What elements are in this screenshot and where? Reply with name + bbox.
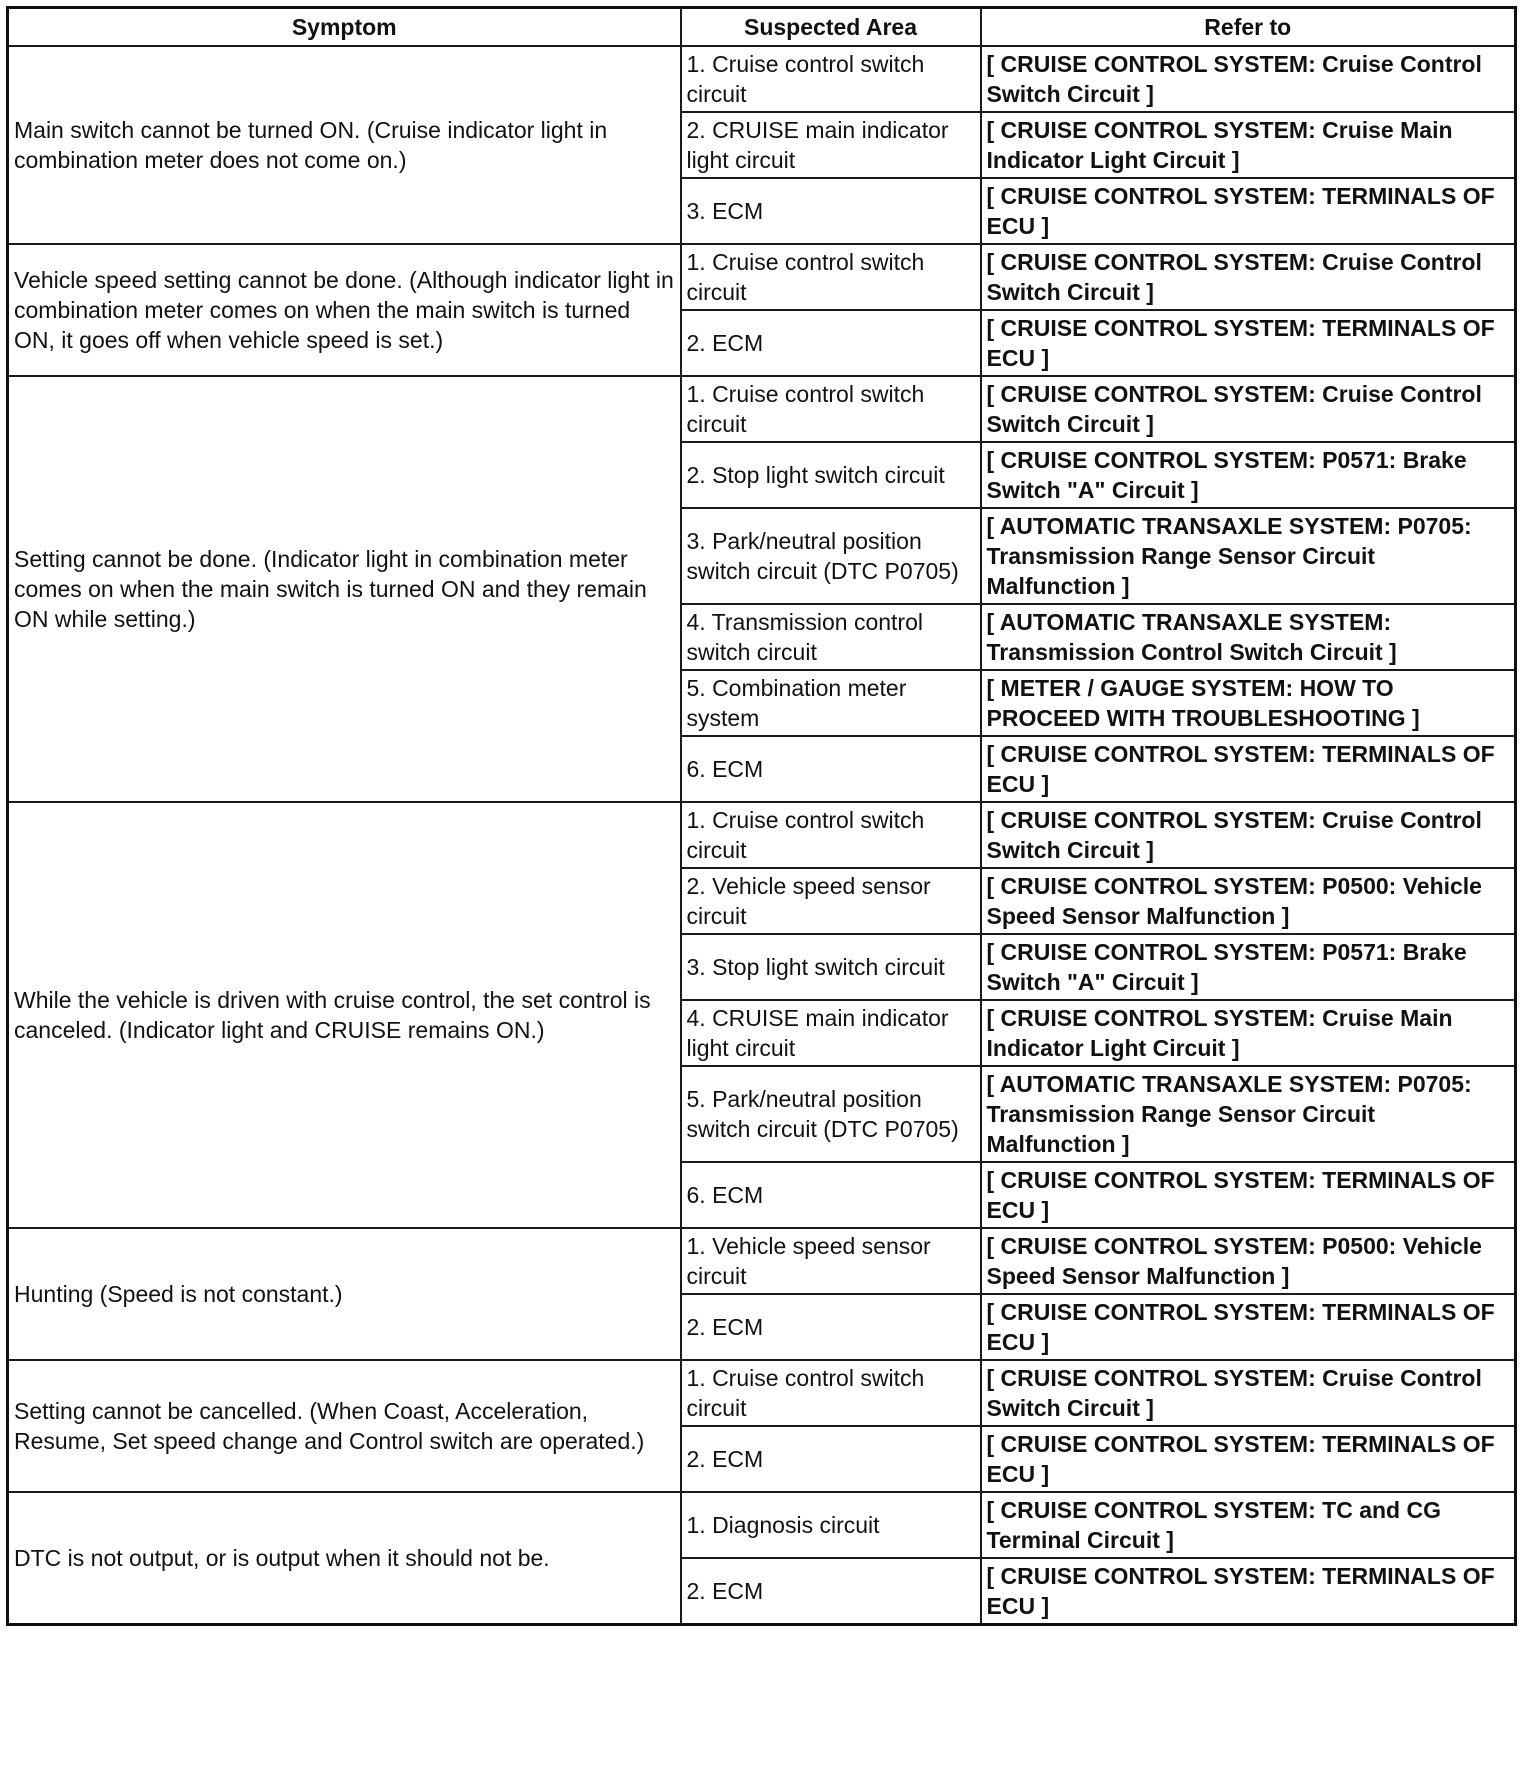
table-row bbox=[8, 1492, 1516, 1558]
suspected-area-cell: 6. ECM bbox=[681, 1162, 981, 1228]
problem-symptoms-table bbox=[6, 6, 1517, 1626]
table-row bbox=[8, 244, 1516, 310]
suspected-area-cell: 5. Combination meter system bbox=[681, 670, 981, 736]
suspected-area-cell: 1. Cruise control switch circuit bbox=[681, 46, 981, 112]
header-refer-to: Refer to bbox=[981, 8, 1516, 47]
header-row bbox=[8, 8, 1516, 47]
refer-to-cell: [ CRUISE CONTROL SYSTEM: TERMINALS OF ECU ] bbox=[981, 1162, 1516, 1228]
refer-to-cell: [ AUTOMATIC TRANSAXLE SYSTEM: P0705: Transmission Range Sensor Circuit Malfunction ] bbox=[981, 1066, 1516, 1162]
troubleshooting-page bbox=[6, 6, 1514, 1626]
refer-to-cell: [ CRUISE CONTROL SYSTEM: Cruise Control Switch Circuit ] bbox=[981, 376, 1516, 442]
suspected-area-cell: 2. Stop light switch circuit bbox=[681, 442, 981, 508]
suspected-area-cell: 3. Stop light switch circuit bbox=[681, 934, 981, 1000]
refer-to-cell: [ CRUISE CONTROL SYSTEM: TC and CG Terminal Circuit ] bbox=[981, 1492, 1516, 1558]
header-suspected-area: Suspected Area bbox=[681, 8, 981, 47]
refer-to-cell: [ CRUISE CONTROL SYSTEM: Cruise Main Indicator Light Circuit ] bbox=[981, 1000, 1516, 1066]
suspected-area-cell: 5. Park/neutral position switch circuit (DTC P0705) bbox=[681, 1066, 981, 1162]
refer-to-cell: [ AUTOMATIC TRANSAXLE SYSTEM: P0705: Transmission Range Sensor Circuit Malfunction ] bbox=[981, 508, 1516, 604]
refer-to-cell: [ CRUISE CONTROL SYSTEM: P0500: Vehicle Speed Sensor Malfunction ] bbox=[981, 868, 1516, 934]
refer-to-cell: [ CRUISE CONTROL SYSTEM: Cruise Control Switch Circuit ] bbox=[981, 802, 1516, 868]
suspected-area-cell: 1. Cruise control switch circuit bbox=[681, 376, 981, 442]
table-row bbox=[8, 802, 1516, 868]
refer-to-cell: [ AUTOMATIC TRANSAXLE SYSTEM: Transmission Control Switch Circuit ] bbox=[981, 604, 1516, 670]
refer-to-cell: [ METER / GAUGE SYSTEM: HOW TO PROCEED WITH TROUBLESHOOTING ] bbox=[981, 670, 1516, 736]
refer-to-cell: [ CRUISE CONTROL SYSTEM: TERMINALS OF ECU ] bbox=[981, 1294, 1516, 1360]
refer-to-cell: [ CRUISE CONTROL SYSTEM: P0500: Vehicle Speed Sensor Malfunction ] bbox=[981, 1228, 1516, 1294]
suspected-area-cell: 1. Diagnosis circuit bbox=[681, 1492, 981, 1558]
suspected-area-cell: 2. ECM bbox=[681, 1426, 981, 1492]
table-body bbox=[8, 46, 1516, 1625]
refer-to-cell: [ CRUISE CONTROL SYSTEM: TERMINALS OF ECU ] bbox=[981, 310, 1516, 376]
symptom-cell: Hunting (Speed is not constant.) bbox=[8, 1228, 681, 1360]
refer-to-cell: [ CRUISE CONTROL SYSTEM: TERMINALS OF ECU ] bbox=[981, 736, 1516, 802]
suspected-area-cell: 3. ECM bbox=[681, 178, 981, 244]
symptom-cell: Setting cannot be cancelled. (When Coast, Acceleration, Resume, Set speed change and Control switch are operated.) bbox=[8, 1360, 681, 1492]
suspected-area-cell: 1. Cruise control switch circuit bbox=[681, 1360, 981, 1426]
refer-to-cell: [ CRUISE CONTROL SYSTEM: Cruise Control Switch Circuit ] bbox=[981, 1360, 1516, 1426]
refer-to-cell: [ CRUISE CONTROL SYSTEM: TERMINALS OF ECU ] bbox=[981, 1426, 1516, 1492]
table-row bbox=[8, 1360, 1516, 1426]
suspected-area-cell: 2. ECM bbox=[681, 310, 981, 376]
symptom-cell: Vehicle speed setting cannot be done. (Although indicator light in combination meter comes on when the main switch is turned ON, it goes off when vehicle speed is set.) bbox=[8, 244, 681, 376]
header-symptom: Symptom bbox=[8, 8, 681, 47]
symptom-cell: DTC is not output, or is output when it should not be. bbox=[8, 1492, 681, 1625]
table-row bbox=[8, 376, 1516, 442]
refer-to-cell: [ CRUISE CONTROL SYSTEM: TERMINALS OF ECU ] bbox=[981, 178, 1516, 244]
table-row bbox=[8, 1228, 1516, 1294]
symptom-cell: While the vehicle is driven with cruise control, the set control is canceled. (Indicator light and CRUISE remains ON.) bbox=[8, 802, 681, 1228]
suspected-area-cell: 4. CRUISE main indicator light circuit bbox=[681, 1000, 981, 1066]
suspected-area-cell: 6. ECM bbox=[681, 736, 981, 802]
suspected-area-cell: 4. Transmission control switch circuit bbox=[681, 604, 981, 670]
suspected-area-cell: 1. Cruise control switch circuit bbox=[681, 802, 981, 868]
refer-to-cell: [ CRUISE CONTROL SYSTEM: Cruise Control Switch Circuit ] bbox=[981, 244, 1516, 310]
table-row bbox=[8, 46, 1516, 112]
symptom-cell: Main switch cannot be turned ON. (Cruise indicator light in combination meter does not come on.) bbox=[8, 46, 681, 244]
suspected-area-cell: 1. Vehicle speed sensor circuit bbox=[681, 1228, 981, 1294]
refer-to-cell: [ CRUISE CONTROL SYSTEM: Cruise Control Switch Circuit ] bbox=[981, 46, 1516, 112]
refer-to-cell: [ CRUISE CONTROL SYSTEM: P0571: Brake Switch "A" Circuit ] bbox=[981, 934, 1516, 1000]
refer-to-cell: [ CRUISE CONTROL SYSTEM: Cruise Main Indicator Light Circuit ] bbox=[981, 112, 1516, 178]
refer-to-cell: [ CRUISE CONTROL SYSTEM: P0571: Brake Switch "A" Circuit ] bbox=[981, 442, 1516, 508]
suspected-area-cell: 2. ECM bbox=[681, 1558, 981, 1625]
suspected-area-cell: 3. Park/neutral position switch circuit (DTC P0705) bbox=[681, 508, 981, 604]
refer-to-cell: [ CRUISE CONTROL SYSTEM: TERMINALS OF ECU ] bbox=[981, 1558, 1516, 1625]
suspected-area-cell: 2. CRUISE main indicator light circuit bbox=[681, 112, 981, 178]
suspected-area-cell: 2. ECM bbox=[681, 1294, 981, 1360]
suspected-area-cell: 1. Cruise control switch circuit bbox=[681, 244, 981, 310]
suspected-area-cell: 2. Vehicle speed sensor circuit bbox=[681, 868, 981, 934]
symptom-cell: Setting cannot be done. (Indicator light in combination meter comes on when the main switch is turned ON and they remain ON while setting.) bbox=[8, 376, 681, 802]
